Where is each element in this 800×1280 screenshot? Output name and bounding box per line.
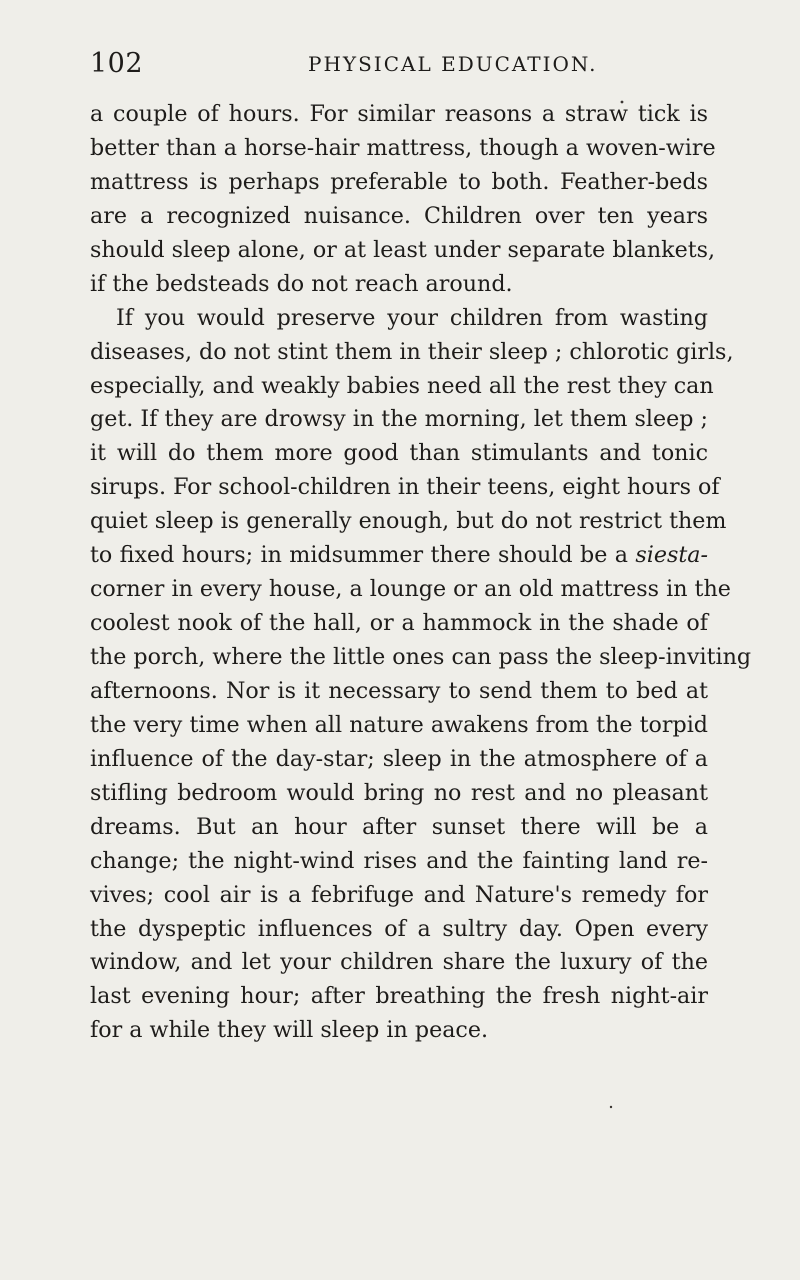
text-line: window, and let your children share the luxury of the — [90, 949, 708, 976]
text-line: get. If they are drowsy in the morning, let them sleep ; — [90, 406, 708, 433]
running-head: PHYSICAL EDUCATION. — [308, 52, 598, 76]
text-line: the porch, where the little ones can pass the sleep-inviting — [90, 644, 752, 670]
text-line: stifling bedroom would bring no rest and no pleasant — [90, 779, 708, 806]
text-line: influence of the day-star; sleep in the atmosphere of a — [90, 745, 708, 772]
text-line: last evening hour; after breathing the fresh night-air — [90, 983, 708, 1010]
text-line: the dyspeptic influences of a sultry day. Open every — [90, 915, 708, 942]
text-line: mattress is perhaps preferable to both. Feather-beds — [90, 168, 708, 195]
page-header — [90, 44, 710, 84]
text-line: corner in every house, a lounge or an old mattress in the — [90, 576, 731, 603]
text-line: it will do them more good than stimulants and tonic — [90, 440, 708, 467]
text-line: the very time when all nature awakens from the torpid — [90, 711, 708, 738]
text-line: especially, and weakly babies need all the rest they can — [90, 372, 714, 399]
text-line: should sleep alone, or at least under separate blankets, — [90, 236, 716, 263]
page-number: 102 — [90, 48, 144, 79]
text-line: afternoons. Nor is it necessary to send them to bed at — [90, 677, 708, 704]
text-line: are a recognized nuisance. Children over ten years — [90, 202, 708, 229]
text-line: if the bedsteads do not reach around. — [90, 270, 513, 297]
text-line: change; the night-wind rises and the fainting land re- — [90, 847, 708, 874]
text-line: quiet sleep is generally enough, but do not restrict them — [90, 508, 727, 535]
text-line: vives; cool air is a febrifuge and Nature's remedy for — [90, 881, 708, 908]
text-line: sirups. For school-children in their teens, eight hours of — [90, 474, 720, 501]
text-line: If you would preserve your children from wasting — [116, 304, 708, 331]
italic-word: siesta- — [635, 542, 708, 569]
text-line: diseases, do not stint them in their sleep ; chlorotic girls, — [90, 338, 734, 365]
text-line-with-italic — [90, 539, 708, 573]
text-line-part: to fixed hours; in midsummer there should be a — [90, 542, 636, 569]
text-line: for a while they will sleep in peace. — [90, 1017, 489, 1044]
text-line: a couple of hours. For similar reasons a straw tick is — [90, 101, 708, 127]
body-text — [90, 98, 752, 1048]
text-line: coolest nook of the hall, or a hammock in the shade of — [90, 610, 708, 637]
text-line: better than a horse-hair mattress, though a woven-wire — [90, 134, 716, 161]
text-line: dreams. But an hour after sunset there will be a — [90, 813, 708, 840]
